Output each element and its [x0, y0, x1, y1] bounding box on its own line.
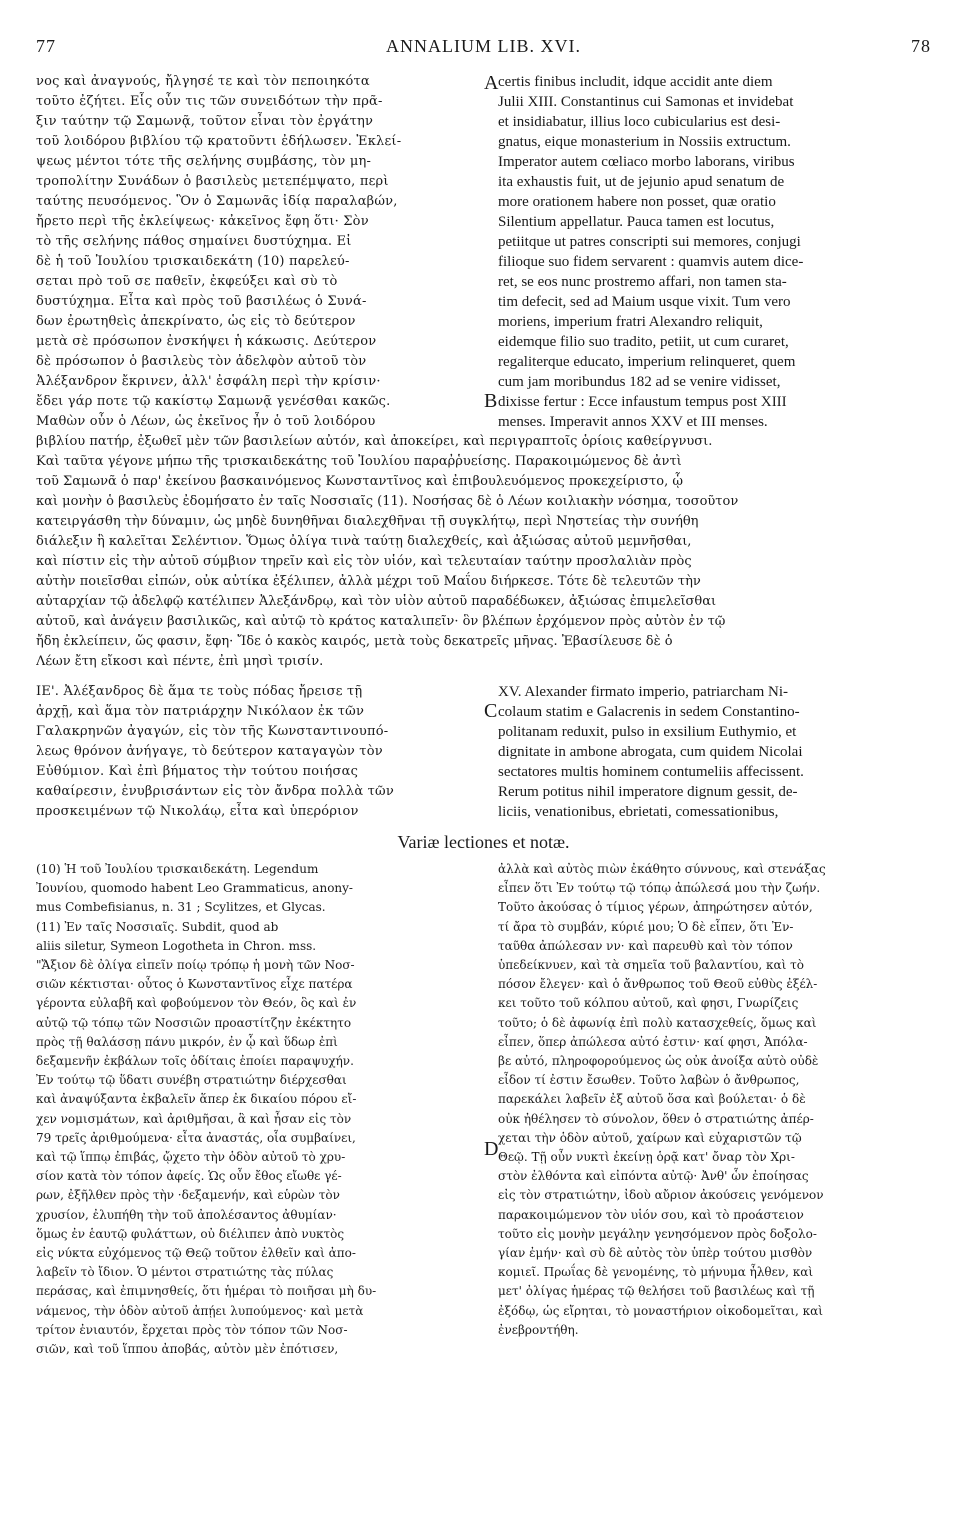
note-line-right: τοῦτο εἰς μονὴν μεγάλην γενησόμενον πρὸς δοξολο-: [498, 1226, 817, 1241]
margin-marker-c: C: [484, 700, 498, 722]
note-line-right: στὸν ἐλθόντα καὶ εἰπόντα αὐτῷ· Ἀνθ' ὧν ἐποίησας: [498, 1169, 809, 1184]
note-line-left: (11) Ἐν ταῖς Νοσσιαῖς. Subdit, quod ab: [36, 919, 279, 934]
latin-column-top: [498, 72, 938, 442]
note-line-left: νάμενος, τὴν ὁδὸν αὐτοῦ ἀπῄει λυπούμενος· καὶ μετὰ: [36, 1303, 364, 1318]
latin-column-section-xv: [498, 682, 938, 832]
greek-line: νος καὶ ἀναγνούς, ἤλγησέ τε καὶ τὸν πεποιηκότα: [36, 74, 370, 89]
latin-line: ret, se eos nunc prostremo affari, non tamen sta-: [498, 274, 787, 290]
note-line-left: aliis siletur, Symeon Logotheta in Chron. mss.: [36, 938, 317, 953]
note-line-right: βε αὐτό, πληροφορούμενος ὡς οὐκ ἀνοίξα αὐτὸ οὐδὲ: [498, 1054, 819, 1069]
greek-line: Ἀλέξανδρον ἔκρινεν, ἀλλ' ἐσφάλη περὶ τὴν κρίσιν·: [36, 374, 381, 389]
latin-line: et insidiabatur, illius loco cubicularius est desi-: [498, 114, 781, 130]
greek-full-line: αὐτὴν ποιεῖσθαι εἰπών, οὐκ αὐτίκα ἐξέλιπεν, ἀλλὰ μέχρι τοῦ Μαΐου διήρκεσε. Τότε δὲ τελευτῶν τὴν: [36, 574, 701, 589]
note-line-right: μετ' ὀλίγας ἡμέρας τῷ θελήσει τοῦ βασιλέως καὶ τῇ: [498, 1284, 815, 1299]
greek-section-line: Εὐθύμιον. Καὶ ἐπὶ βήματος τὴν τούτου ποιήσας: [36, 764, 359, 779]
greek-line: τροπολίτην Συνάδων ὁ βασιλεὺς μετεπέμψατο, περὶ: [36, 174, 389, 189]
greek-line: μετὰ σὲ πρόσωπον ἐνσκήψει ἡ κάκωσις. Δεύτερον: [36, 334, 377, 349]
note-line-left: ὅμως ἐν ἑαυτῷ φυλάττων, οὐ διέλιπεν ἀπὸ νυκτὸς: [36, 1226, 345, 1241]
latin-line: cum jam moribundus 182 ad se venire vidisset,: [498, 374, 781, 390]
page-title: ANNALIUM LIB. XVI.: [386, 36, 581, 56]
greek-section-line: ἀρχῇ, καὶ ἅμα τὸν πατριάρχην Νικόλαον ἐκ τῶν: [36, 704, 365, 719]
greek-section-line: καθαίρεσιν, ἐνυβρισάντων εἰς τὸν ἄνδρα πολλὰ τῶν: [36, 784, 394, 799]
note-line-left: καὶ τῷ ἵππῳ ἐπιβάς, ᾤχετο τὴν ὁδὸν αὐτοῦ τὸ χρυ-: [36, 1150, 346, 1165]
note-line-left: σίον κατὰ τὸν τόπον ἀφείς. Ὡς οὖν ἔθος εἴωθε γέ-: [36, 1169, 342, 1184]
greek-full-line: καὶ πίστιν εἰς τὴν αὐτοῦ σύμβιον τηρεῖν καὶ εἰς τὸν υἱόν, καὶ τελευταίαν ταύτην προσλαλιὰν πρὸς: [36, 554, 692, 569]
note-line-left: "Ἄξιον δὲ ὀλίγα εἰπεῖν ποίῳ τρόπῳ ἡ μονὴ τῶν Νοσ-: [36, 958, 355, 973]
greek-line: δων ἐρωτηθεὶς ἀπεκρίνατο, ὡς εἰς τὸ δεύτερον: [36, 314, 356, 329]
note-line-left: σιῶν, καὶ τοῦ ἵππου ἀποβάς, αὐτὸν μὲν ἐπότισεν,: [36, 1342, 339, 1357]
latin-line: more orationem habere non posset, quæ oratio: [498, 194, 776, 210]
latin-section-line: liciis, venationibus, ebrietati, comessationibus,: [498, 804, 779, 820]
latin-line: certis finibus includit, idque accidit ante diem: [498, 74, 773, 90]
latin-line: moriens, imperium fratri Alexandro reliquit,: [498, 314, 763, 330]
latin-line: regaliterque educato, imperium relinqueret, quem: [498, 354, 796, 370]
note-line-right: πόσον ἔλεγεν· καὶ ὁ ἄνθρωπος τοῦ Θεοῦ εὐθὺς ἐξέλ-: [498, 977, 818, 992]
greek-full-line: Καὶ ταῦτα γέγονε μήπω τῆς τρισκαιδεκάτης τοῦ Ἰουλίου παραῤῥυείσης. Παρακοιμώμενος δὲ ἀντὶ: [36, 454, 682, 469]
note-line-right: Τοῦτο ἀκούσας ὁ τίμιος γέρων, ἀπηρώτησεν αὐτόν,: [498, 900, 813, 915]
latin-line: gnatus, eique monasterium in Nossiis extructum.: [498, 134, 791, 150]
note-line-left: χρυσίον, ἐλυπήθη τὴν τοῦ ἀπολέσαντος ἀθυμίαν·: [36, 1207, 337, 1222]
note-line-left: ρων, ἐξῆλθεν πρὸς τὴν ·δεξαμενήν, καὶ εὑρὼν τὸν: [36, 1188, 340, 1203]
note-line-left: 79 τρεῖς ἀριθμούμενα· εἶτα ἀναστάς, οἷα συμβαίνει,: [36, 1130, 356, 1145]
greek-full-line: αὐτοῦ, καὶ ἀνάγειν βασιλικῶς, καὶ αὐτῷ τὸ κράτος καταλιπεῖν· ὃν βλέπων ἐρχόμενον πρὸς αὐτὸν ἐν τῷ: [36, 614, 726, 629]
note-line-left: Ἐν τούτῳ τῷ ὕδατι συνέβη στρατιώτην διέρχεσθαι: [36, 1073, 347, 1088]
note-line-right: γίαν ἐμήν· καὶ σὺ δὲ αὐτὸς τὸν ὑπὲρ τούτου μισθὸν: [498, 1246, 813, 1261]
running-head: [36, 36, 931, 58]
note-line-left: αὐτῷ τῷ τόπῳ τῶν Νοσσιῶν προαστίτζην ἐκέκτητο: [36, 1015, 352, 1030]
latin-section-line: politanam reduxit, pulso in exsilium Euthymio, et: [498, 724, 797, 740]
greek-full-line: διάλεξιν ἣ καλεῖται Σελέντιον. Ὅμως ὀλίγα τινὰ ταύτῃ διαλεχθείς, καὶ ἀξιώσας αὐτοῦ μεμνῆσθαι,: [36, 534, 692, 549]
note-line-right: εἶδον τί ἐστιν ἔσωθεν. Τοῦτο λαβὼν ὁ ἄνθρωπος,: [498, 1073, 800, 1088]
note-line-right: κομιεῖ. Πρωΐας δὲ γενομένης, τὸ μήνυμα ἦλθεν, καὶ: [498, 1265, 814, 1280]
note-line-right: ἀλλὰ καὶ αὐτὸς πιὼν ἐκάθητο σύννους, καὶ στενάξας: [498, 862, 826, 876]
note-line-right: τοῦτο; ὁ δὲ ἀφωνίᾳ ἐπὶ πολὺ κατασχεθείς, ὅμως καὶ: [498, 1015, 817, 1030]
greek-line: ξιν ταύτην τῷ Σαμωνᾷ, τοῦτον εἶναι τὸν ἐργάτην: [36, 114, 374, 129]
greek-section-line: Γαλακρηνῶν ἀγαγών, εἰς τὸν τῆς Κωνσταντινουπό-: [36, 724, 389, 739]
note-line-left: Ἰουνίου, quomodo habent Leo Grammaticus, anony-: [36, 881, 353, 896]
latin-section-line: sectatores multis hominem contumeliis affecissent.: [498, 764, 804, 780]
notes-heading: Variæ lectiones et notæ.: [397, 832, 570, 852]
greek-line: ἤρετο περὶ τῆς ἐκλείψεως· κἀκεῖνος ἔφη ὅτι· Σὸν: [36, 214, 369, 229]
note-line-left: λαβεῖν τὸ ἴδιον. Ὁ μέντοι στρατιώτης τὰς πύλας: [36, 1265, 334, 1280]
notes-column-left: [36, 860, 484, 1520]
note-line-right: παρεκάλει λαβεῖν ἐξ αὐτοῦ ὅσα καὶ βούλεται· ὁ δὲ: [498, 1092, 806, 1107]
greek-section-line: ΙΕ'. Ἀλέξανδρος δὲ ἅμα τε τοὺς πόδας ἤρεισε τῇ: [36, 684, 363, 699]
latin-line: dixisse fertur : Ecce infaustum tempus post XIII: [498, 394, 787, 410]
note-line-right: εἰς τὸν στρατιώτην, ἰδοὺ αὔριον ἀκούσεις γενόμενον: [498, 1188, 824, 1203]
latin-line: menses. Imperavit annos XXV et III menses.: [498, 414, 768, 430]
latin-line: Julii XIII. Constantinus cui Samonas et invidebat: [498, 94, 794, 110]
note-line-left: καὶ ἀναψύξαντα ἐκβαλεῖν ἅπερ ἐκ δικαίου πόρου εἴ-: [36, 1092, 357, 1107]
latin-line: ita exhaustis fuit, ut de jejunio apud senatum de: [498, 174, 785, 190]
latin-line: Silentium appellatur. Pauca tamen est locutus,: [498, 214, 775, 230]
note-line-left: δεξαμενῆν ἐκβάλων τοῖς ὁδίταις ἐποίει παραψυχήν.: [36, 1054, 354, 1069]
note-line-right: χεται τὴν ὁδὸν αὐτοῦ, χαίρων καὶ εὐχαριστῶν τῷ: [498, 1130, 802, 1145]
greek-column-top: [36, 72, 484, 442]
latin-line: Imperator autem cœliaco morbo laborans, viribus: [498, 154, 795, 170]
latin-line: filioque suo fidem servarent : quamvis autem dice-: [498, 254, 804, 270]
note-line-left: σιῶν κέκτισται· οὗτος ὁ Κωνσταντῖνος εἶχε πατέρα: [36, 977, 353, 992]
greek-full-line: καὶ μονὴν ὁ βασιλεὺς ἐδομήσατο ἐν ταῖς Νοσσιαῖς (11). Νοσήσας δὲ ὁ Λέων κοιλιακὴν νόσημα, τοσοῦτον: [36, 494, 739, 509]
note-line-left: mus Combefisianus, n. 31 ; Scylitzes, et Glycas.: [36, 900, 326, 915]
margin-marker-a: A: [484, 72, 499, 94]
greek-line: ψεως μέντοι τότε τῆς σελήνης συμβάσης, τὸν μη-: [36, 154, 372, 169]
latin-section-line: Rerum potitus nihil imperatore dignum gessit, de-: [498, 784, 798, 800]
greek-line: ἔδει γάρ ποτε τῷ κακίστῳ Σαμωνᾷ γενέσθαι κακῶς.: [36, 394, 391, 409]
latin-section-line: XV. Alexander firmato imperio, patriarcham Ni-: [498, 684, 789, 700]
margin-marker-b: B: [484, 390, 498, 412]
page-number-right: 78: [911, 36, 931, 56]
greek-line: σεται πρὸ τοῦ σε παθεῖν, ἐκφεύξει καὶ σὺ τὸ: [36, 274, 338, 289]
note-line-right: ὑπεδείκνυεν, καὶ τὰ σημεῖα τοῦ βαλαντίου, καὶ τὸ: [498, 958, 804, 973]
greek-column-section-xv: [36, 682, 484, 832]
note-line-right: παρακοιμώμενον τὸν υἱόν σου, καὶ τὸ προάστειον: [498, 1207, 804, 1222]
note-line-left: πρὸς τῇ θαλάσσῃ πάνυ μικρόν, ἐν ᾧ καὶ ὕδωρ ἐπὶ: [36, 1034, 338, 1049]
greek-full-line: βιβλίου πατήρ, ἐξωθεῖ μὲν τῶν βασιλείων αὐτόν, καὶ ἀποκείρει, καὶ περιγραπτοῖς ὁρίοις καθείργνυσι.: [36, 434, 713, 449]
latin-line: petiitque ut patres conscripti sui memores, conjugi: [498, 234, 801, 250]
note-line-left: τρίτον ἐνιαυτόν, ἔρχεται πρὸς τὸν τόπον τῶν Νοσ-: [36, 1322, 348, 1337]
note-line-right: ἐξόδῳ, ὡς εἴρηται, τὸ μοναστήριον οἰκοδομεῖται, καὶ: [498, 1303, 823, 1318]
note-line-right: εἶπεν ὅτι Ἐν τούτῳ τῷ τόπῳ ἀπώλεσά μου τὴν ζωήν.: [498, 881, 821, 896]
greek-line: τοῦτο ἐζήτει. Εἷς οὖν τις τῶν συνειδότων τὴν πρᾶ-: [36, 94, 383, 109]
note-line-right: ταῦθα ἀπώλεσαν νν· καὶ παρευθὺ καὶ τὸν τόπον: [498, 938, 793, 953]
note-line-right: εἶπεν, ὅπερ ἀπώλεσα αὐτό ἐστιν· καί φησι, Ἀπόλα-: [498, 1034, 808, 1049]
greek-line: τὸ τῆς σελήνης πάθος σημαίνει δυστύχημα. Εἰ: [36, 234, 352, 249]
note-line-left: γέροντα εὐλαβῆ καὶ φοβούμενον τὸν Θεόν, ὃς καὶ ἐν: [36, 996, 357, 1011]
greek-line: Μαθὼν οὖν ὁ Λέων, ὡς ἐκεῖνος ἦν ὁ τοῦ λοιδόρου: [36, 414, 376, 429]
latin-line: eidemque filio suo tradito, petiit, ut cum curaret,: [498, 334, 789, 350]
greek-full-line: τοῦ Σαμωνᾶ ὁ παρ' ἐκείνου βασκαινόμενος Κωνσταντῖνος καὶ ἐπιβουλευόμενος προκεχείριστο, ᾧ: [36, 474, 683, 489]
note-line-right: ἐνεβροντήθη.: [498, 1322, 579, 1337]
greek-line: δὲ ἡ τοῦ Ἰουλίου τρισκαιδεκάτη (10) παρελεύ-: [36, 254, 350, 269]
greek-line: δυστύχημα. Εἶτα καὶ πρὸς τοῦ βασιλέως ὁ Συνά-: [36, 294, 367, 309]
note-line-right: Θεῷ. Τῇ οὖν νυκτὶ ἐκείνῃ ὁρᾷ κατ' ὄναρ τὸν Χρι-: [498, 1150, 795, 1165]
latin-section-line: colaum statim e Galacrenis in sedem Constantino-: [498, 704, 800, 720]
greek-line: δὲ πρόσωπον ὁ βασιλεὺς τὸν ἀδελφὸν αὐτοῦ τὸν: [36, 354, 367, 369]
note-line-right: τί ἄρα τὸ συμβάν, κύριέ μου; Ὁ δὲ εἶπεν, ὅτι Ἐν-: [498, 919, 794, 934]
greek-full-line: ἤδη ἐκλείπειν, ὥς φασιν, ἔφη· Ἴδε ὁ κακὸς καιρός, μετὰ τοὺς δεκατρεῖς μῆνας. Ἐβασίλευσε δὲ ὁ: [36, 634, 673, 649]
note-line-left: περάσας, καὶ ἐπιμνησθείς, ὅτι ἡμέραι τὸ ποιῆσαι μὴ δυ-: [36, 1284, 377, 1299]
note-line-left: εἰς νύκτα εὐχόμενος τῷ Θεῷ τοῦτον ἐλθεῖν καὶ ἀπο-: [36, 1246, 356, 1261]
greek-line: ταύτης πευσόμενος. Ὃν ὁ Σαμωνᾶς ἰδίᾳ παραλαβών,: [36, 194, 398, 209]
greek-full-line: κατειργάσθη τὴν δύναμιν, ὡς μηδὲ δυνηθῆναι διαλεχθῆναι τῇ συγκλήτῳ, περὶ Νηστείας τὴν συνήθη: [36, 514, 699, 529]
latin-line: tim defecit, sed ad Maium usque vixit. Tum vero: [498, 294, 791, 310]
note-line-left: (10) Ἡ τοῦ Ἰουλίου τρισκαιδεκάτη. Legendum: [36, 862, 319, 876]
greek-full-width-block: [36, 432, 938, 682]
page-number-left: 77: [36, 36, 56, 56]
greek-line: τοῦ λοιδόρου βιβλίου τῷ κρατοῦντι ἐδήλωσεν. Ἐκλεί-: [36, 134, 402, 149]
greek-section-line: προσκειμένων τῷ Νικολάῳ, εἶτα καὶ ὑπερόριον: [36, 804, 359, 819]
latin-section-line: dignitate in ambone abrogata, cum quidem Nicolai: [498, 744, 803, 760]
note-line-right: κει τοῦτο τοῦ κόλπου αὐτοῦ, καὶ φησι, Γνωρίζεις: [498, 996, 799, 1011]
note-line-right: οὐκ ἠθέλησεν τὸ σύνολον, ὅθεν ὁ στρατιώτης ἀπέρ-: [498, 1111, 814, 1126]
note-line-left: χεν νομισμάτων, καὶ ἀριθμῆσαι, ἃ καὶ ἦσαν εἰς τὸν: [36, 1111, 352, 1126]
margin-marker-d: D: [484, 1138, 499, 1160]
greek-full-line: αὐταρχίαν τῷ ἀδελφῷ κατέλιπεν Ἀλεξάνδρῳ, καὶ τὸν υἱὸν αὐτοῦ παραδέδωκεν, ἀξιώσας ἐπιμελεῖσθαι: [36, 594, 717, 609]
notes-column-right: [498, 860, 938, 1520]
greek-section-line: λεως θρόνον ἀνήγαγε, τὸ δεύτερον καταγαγὼν τὸν: [36, 744, 383, 759]
greek-full-line: Λέων ἔτη εἴκοσι καὶ πέντε, ἐπὶ μησὶ τρισίν.: [36, 654, 324, 669]
